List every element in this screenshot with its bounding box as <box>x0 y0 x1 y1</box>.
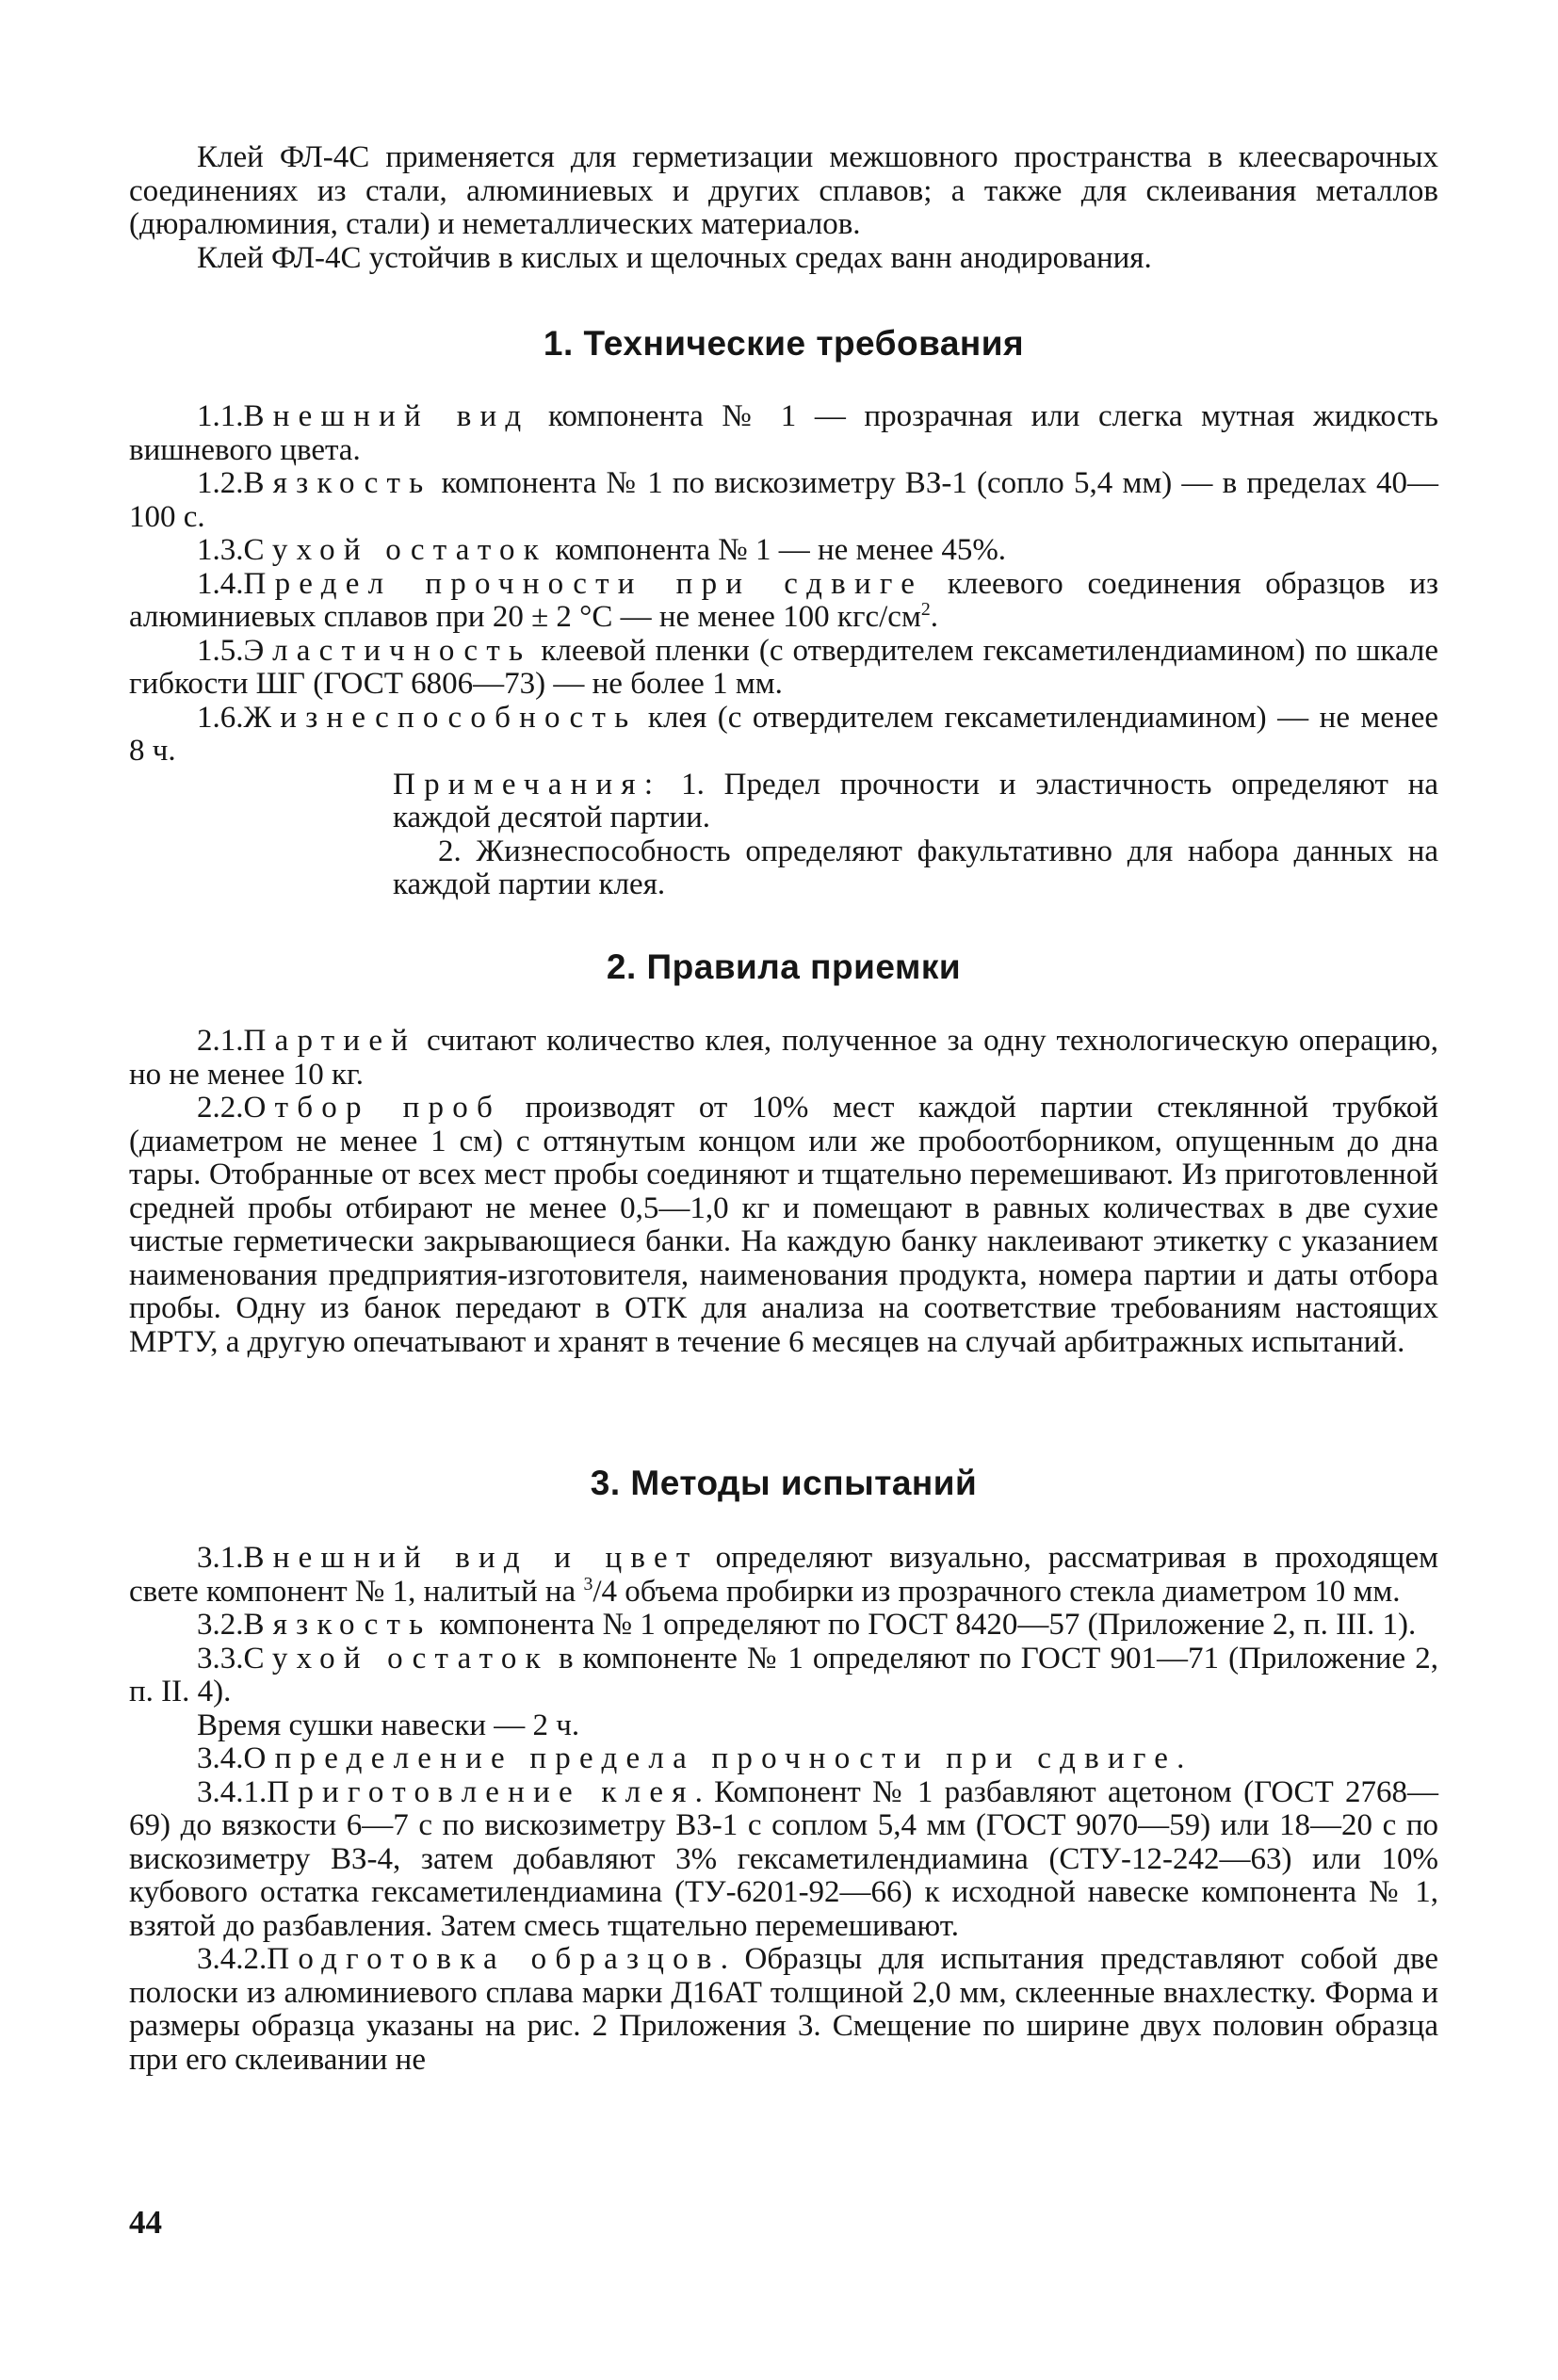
item-term: Партией <box>243 1024 417 1058</box>
section-3-body <box>129 1542 1438 2077</box>
item-text: . Компонент № 1 разбавляют ацетоном (ГОСТ 2768—69) до вязкости 6—7 с по вискозиметру ВЗ-1 с соплом 5,4 мм (ГОСТ 9070—59) или 18—20 с по вискозиметру ВЗ-4, затем добавляют 3% гексаметилендиамина (СТУ-12-242—63) или 10% кубового остатка гексаметилендиамина (ТУ-6201-92—66) к исходной навеске компонента № 1, взятой до разбавления. Затем смесь тщательно перемешивают. <box>129 1774 1438 1943</box>
item-text: клея (с отвердителем гексаметилендиамином) — не менее 8 ч. <box>129 700 1438 768</box>
item-term: Определение предела прочности при сдвиге <box>243 1741 1177 1775</box>
item-3-4-1 <box>129 1776 1438 1944</box>
item-text: производят от 10% мест каждой партии стеклянной трубкой (диаметром не менее 1 см) с оттянутым концом или же пробоотборником, опущенным до дна тары. Отобранные от всех мест пробы соединяют и тщательно перемешивают. Из приготовленной средней пробы отбирают не менее 0,5—1,0 кг и помещают в равных количествах в две сухие чистые герметически закрывающиеся банки. На каждую банку наклеивают этикетку с указанием наименования предприятия-изготовителя, наименования продукта, номера партии и даты отбора пробы. Одну из банок передают в ОТК для анализа на соответствие требованиям настоящих МРТУ, а другую опечатывают и хранят в течение 6 месяцев на случай арбитражных испытаний. <box>129 1091 1438 1359</box>
item-3-2 <box>129 1609 1438 1643</box>
item-term: Сухой остаток <box>243 1641 549 1676</box>
intro-paragraph-1: Клей ФЛ-4С применяется для герметизации межшовного пространства в клеесварочных соединениях из стали, алюминиевых и других сплавов; а также для склеивания металлов (дюралюминия, стали) и неметаллических материалов. <box>129 140 1438 241</box>
item-3-3 <box>129 1643 1438 1709</box>
item-3-4 <box>129 1742 1438 1776</box>
superscript: 2 <box>920 599 931 620</box>
section-1-title: 1. Технические требования <box>543 324 1025 363</box>
item-term: Эластичность <box>243 633 532 668</box>
item-term: Сухой остаток <box>243 533 548 567</box>
item-term: Подготовка образцов <box>267 1942 721 1976</box>
item-2-2 <box>129 1092 1438 1359</box>
item-term: Вязкость <box>243 466 432 500</box>
item-term: Предел прочности при сдвиге <box>243 566 924 601</box>
notes-1 <box>393 769 1438 835</box>
item-1-5 <box>129 635 1438 702</box>
item-text: компонента № 1 — не менее 45%. <box>547 533 1007 567</box>
item-1-3 <box>129 534 1438 568</box>
item-number: 3.2. <box>197 1608 244 1642</box>
item-term: Внешний вид <box>243 399 530 433</box>
fraction-numerator: 3 <box>583 1573 593 1595</box>
item-text-end: объема пробирки из прозрачного стекла диаметром 10 мм. <box>617 1574 1401 1609</box>
item-term: Отбор проб <box>243 1091 501 1125</box>
notes-2: 2. Жизнеспособность определяют факультативно для набора данных на каждой партии клея. <box>393 834 1438 901</box>
section-2-title: 2. Правила приемки <box>606 947 962 986</box>
item-term: Вязкость <box>243 1608 432 1642</box>
item-1-6 <box>129 702 1438 769</box>
section-3 <box>129 1463 1438 1504</box>
item-term: Жизнеспособность <box>243 700 638 735</box>
item-2-1 <box>129 1025 1438 1092</box>
note-1-text: 1. Предел прочности и эластичность определяют на каждой десятой партии. <box>393 767 1438 834</box>
item-number: 3.3. <box>197 1641 244 1676</box>
item-text: в компоненте № 1 определяют по ГОСТ 901—71 (Приложение 2, п. II. 4). <box>129 1641 1438 1708</box>
section-2 <box>129 947 1438 988</box>
item-number: 1.1. <box>197 399 244 433</box>
item-number: 2.2. <box>197 1091 244 1125</box>
item-tail: . <box>930 600 938 634</box>
item-number: 3.4.2. <box>197 1942 268 1976</box>
item-text: компонента № 1 по вискозиметру ВЗ-1 (сопло 5,4 мм) — в пределах 40—100 с. <box>129 466 1438 534</box>
item-text: компонента № 1 — прозрачная или слегка мутная жидкость вишневого цвета. <box>129 399 1438 467</box>
item-number: 3.4.1. <box>197 1774 268 1809</box>
item-text: компонента № 1 определяют по ГОСТ 8420—57 (Приложение 2, п. III. 1). <box>431 1608 1417 1642</box>
item-number: 3.4. <box>197 1741 244 1775</box>
item-1-4 <box>129 568 1438 635</box>
item-text: клеевого соединения образцов из алюминиевых сплавов при 20 ± 2 °С — не менее 100 кгс/см <box>129 566 1438 634</box>
item-text: . <box>1177 1741 1185 1775</box>
page-number: 44 <box>129 2204 162 2241</box>
intro-paragraph-2: Клей ФЛ-4С устойчив в кислых и щелочных средах ванн анодирования. <box>197 240 1152 275</box>
section-1 <box>129 323 1438 364</box>
item-3-4-2 <box>129 1943 1438 2077</box>
item-text: считают количество клея, полученное за одну технологическую операцию, но не менее 10 кг. <box>129 1024 1438 1092</box>
notes-label: Примечания: <box>393 767 662 801</box>
item-number: 1.4. <box>197 566 244 601</box>
section-2-body <box>129 1025 1438 1359</box>
section-3-title: 3. Методы испытаний <box>590 1464 978 1502</box>
item-3-1 <box>129 1542 1438 1609</box>
item-number: 3.1. <box>197 1541 244 1575</box>
item-text: клеевой пленки (с отвердителем гексаметилендиамином) по шкале гибкости ШГ (ГОСТ 6806—73) — не более 1 мм. <box>129 633 1438 701</box>
item-text: определяют визуально, рассматривая в проходящем свете компонент № 1, налитый на <box>129 1541 1438 1609</box>
item-number: 1.3. <box>197 533 244 567</box>
item-text: . Образцы для испытания представляют собой две полоски из алюминиевого сплава марки Д16АТ толщиной 2,0 мм, склеенные внахлестку. Форма и размеры образца указаны на рис. 2 Приложения 3. Смещение по ширине двух половин образца при его склеивании не <box>129 1942 1438 2077</box>
item-term: Приготовление клея <box>267 1774 695 1809</box>
fraction-denominator: /4 <box>592 1574 617 1609</box>
item-number: 2.1. <box>197 1024 244 1058</box>
item-1-2 <box>129 467 1438 534</box>
item-1-1 <box>129 400 1438 467</box>
section-1-body <box>129 400 1438 902</box>
intro-block <box>129 141 1438 275</box>
item-number: 1.2. <box>197 466 244 500</box>
item-number: 1.5. <box>197 633 244 668</box>
item-term: Внешний вид и цвет <box>243 1541 699 1575</box>
drying-time: Время сушки навески — 2 ч. <box>197 1708 580 1742</box>
item-number: 1.6. <box>197 700 244 735</box>
